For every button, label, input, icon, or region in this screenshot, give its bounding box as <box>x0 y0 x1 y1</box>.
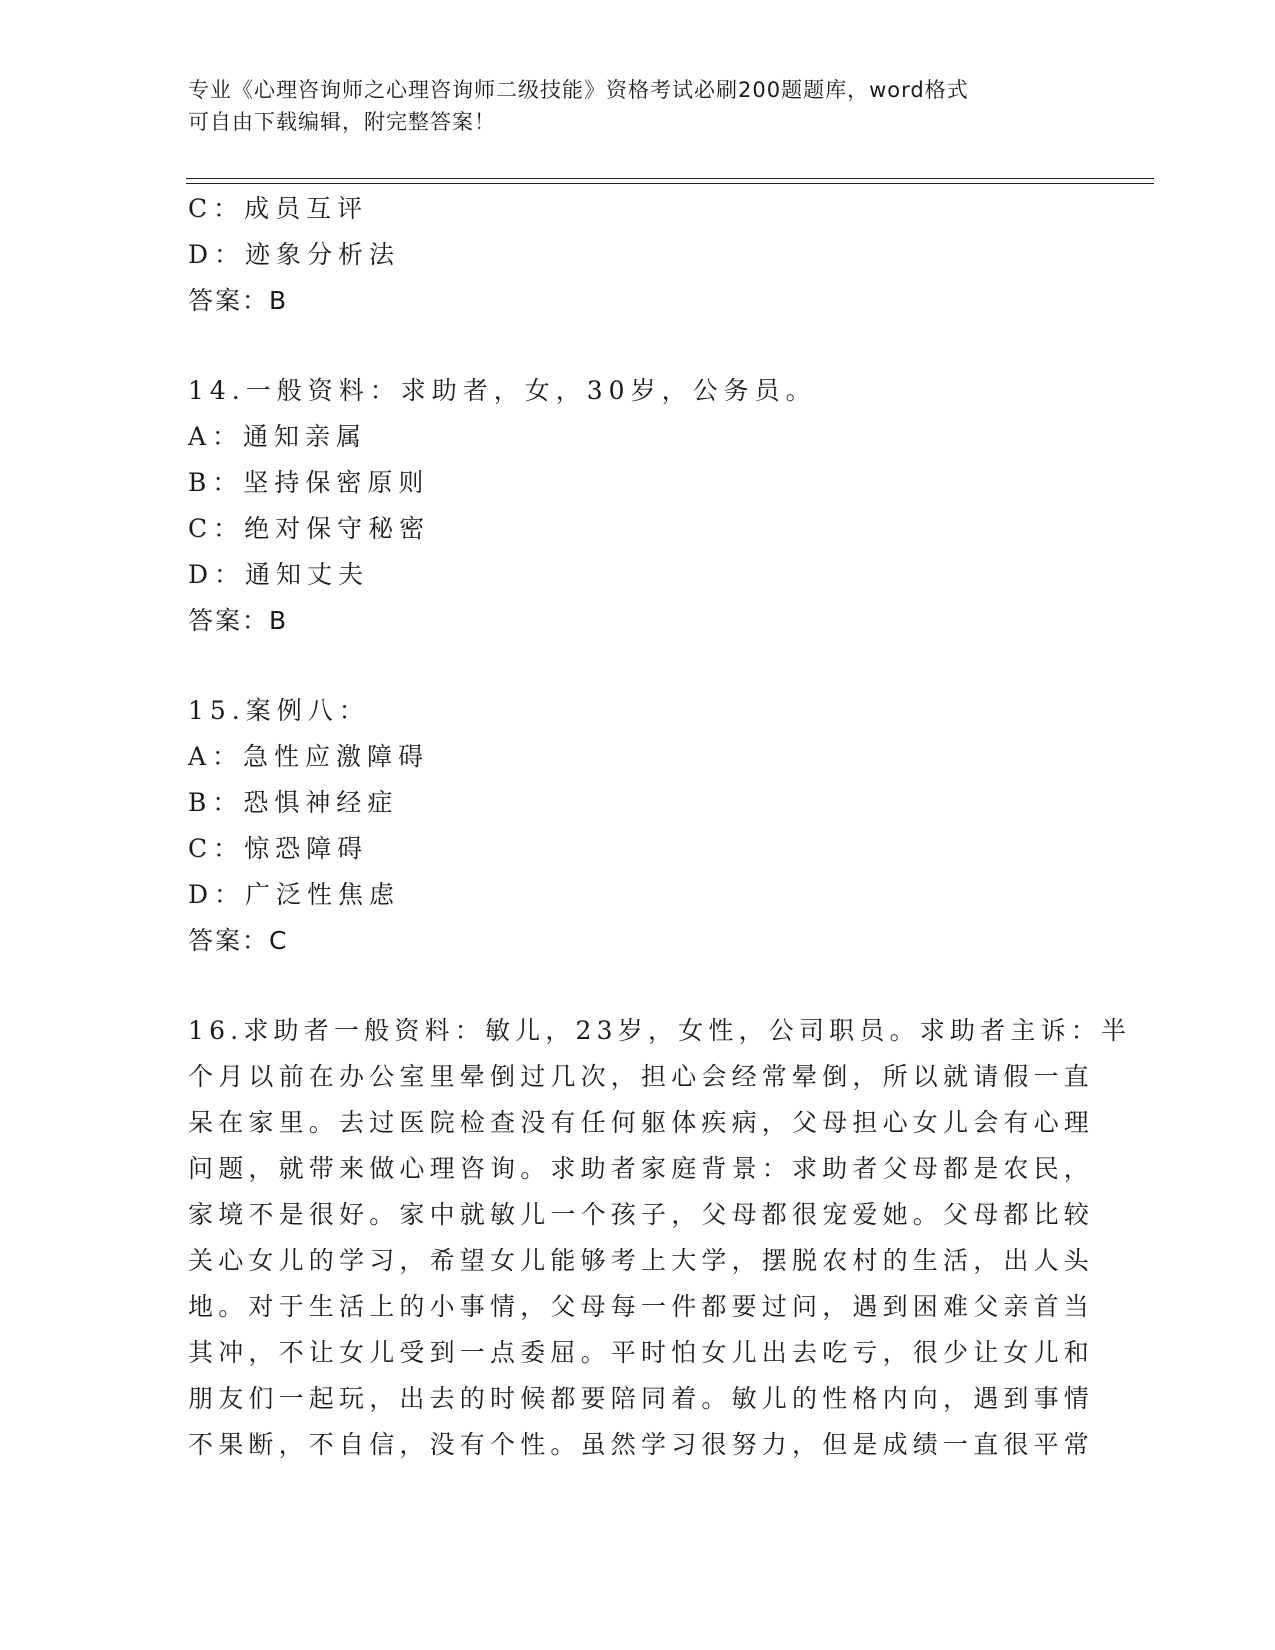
q15-option-b: B：恐惧神经症 <box>188 788 399 817</box>
q15-stem: 15.案例八： <box>188 696 370 725</box>
q13-answer: 答案：B <box>188 286 289 315</box>
q15-option-d: D：广泛性焦虑 <box>188 880 401 909</box>
document-header <box>188 74 1068 138</box>
header-divider-top <box>186 178 1154 179</box>
header-title-line-1: 专业《心理咨询师之心理咨询师二级技能》资格考试必刷200题题库，word格式 <box>188 78 969 102</box>
header-divider-bottom <box>186 183 1154 184</box>
q16-line: 朋友们一起玩，出去的时候都要陪同着。敏儿的性格内向，遇到事情 <box>188 1384 1095 1413</box>
q16-line: 16.求助者一般资料：敏儿，23岁，女性，公司职员。求助者主诉：半 <box>188 1016 1132 1045</box>
q16-line: 不果断，不自信，没有个性。虽然学习很努力，但是成绩一直很平常 <box>188 1430 1095 1459</box>
q14-answer: 答案：B <box>188 606 289 635</box>
q14-option-c: C：绝对保守秘密 <box>188 514 431 543</box>
question-content <box>188 186 1132 1468</box>
question-15 <box>188 688 1088 964</box>
q15-option-a: A：急性应激障碍 <box>188 742 430 771</box>
q16-line: 问题，就带来做心理咨询。求助者家庭背景：求助者父母都是农民， <box>188 1154 1095 1183</box>
q14-option-a: A：通知亲属 <box>188 422 368 451</box>
q16-line: 个月以前在办公室里晕倒过几次，担心会经常晕倒，所以就请假一直 <box>188 1062 1095 1091</box>
q16-line: 其冲，不让女儿受到一点委屈。平时怕女儿出去吃亏，很少让女儿和 <box>188 1338 1095 1367</box>
q14-option-d: D：通知丈夫 <box>188 560 370 589</box>
header-title-line-2: 可自由下载编辑，附完整答案！ <box>188 110 496 134</box>
q13-option-d: D：迹象分析法 <box>188 240 401 269</box>
q15-answer: 答案：C <box>188 926 289 955</box>
q16-line: 家境不是很好。家中就敏儿一个孩子，父母都很宠爱她。父母都比较 <box>188 1200 1095 1229</box>
q14-option-b: B：坚持保密原则 <box>188 468 430 497</box>
q16-line: 呆在家里。去过医院检查没有任何躯体疾病，父母担心女儿会有心理 <box>188 1108 1095 1137</box>
q13-option-c: C：成员互评 <box>188 194 369 223</box>
q16-line: 关心女儿的学习，希望女儿能够考上大学，摆脱农村的生活，出人头 <box>188 1246 1095 1275</box>
question-13-fragment <box>188 186 1088 324</box>
q14-stem: 14.一般资料：求助者，女，30岁，公务员。 <box>188 376 817 405</box>
q15-option-c: C：惊恐障碍 <box>188 834 369 863</box>
question-14 <box>188 368 1088 644</box>
spacer <box>188 324 1088 368</box>
question-16 <box>188 1008 1132 1468</box>
spacer <box>188 964 1088 1008</box>
spacer <box>188 644 1088 688</box>
q16-line: 地。对于生活上的小事情，父母每一件都要过问，遇到困难父亲首当 <box>188 1292 1095 1321</box>
